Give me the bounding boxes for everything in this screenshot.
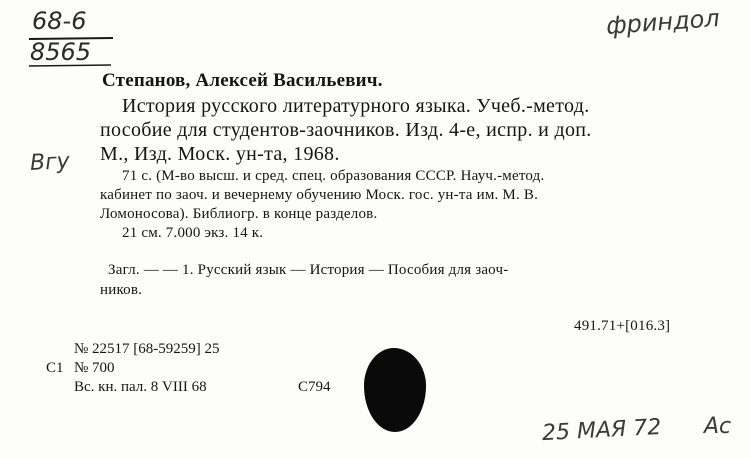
classification-number: 491.71+[016.3] <box>574 318 671 334</box>
stamp-top-right: фриндол <box>605 4 721 40</box>
bottom-corner-note: Ac <box>704 414 732 439</box>
call-number-top: 68-6 <box>32 7 87 35</box>
registry-line-2: № 700 <box>74 360 115 376</box>
margin-note: Вгу <box>29 148 71 177</box>
bottom-date-note: 25 МАЯ 72 <box>541 414 662 447</box>
title-line-2: пособие для студентов-заочников. Изд. 4-е, испр. и доп. <box>100 119 592 141</box>
call-number-box <box>27 9 111 65</box>
description-line-1: 71 с. (М-во высш. и сред. спец. образования СССР. Науч.-метод. <box>122 168 545 184</box>
subject-line-2: ников. <box>100 282 143 298</box>
title-line-1: История русского литературного языка. Учеб.-метод. <box>122 95 590 117</box>
call-number-bottom: 8565 <box>30 38 92 66</box>
description-line-2: кабинет по заоч. и вечернему обучению Моск. гос. ун-та им. М. В. <box>100 187 539 203</box>
description-line-3: Ломоносова). Библиогр. в конце разделов. <box>100 206 378 222</box>
author-heading: Степанов, Алексей Васильевич. <box>102 70 383 91</box>
call-number-underline <box>27 63 115 69</box>
registry-line-3: Вс. кн. пал. 8 VIII 68 <box>74 379 207 395</box>
ink-blot <box>364 348 426 432</box>
registry-code: С794 <box>298 379 331 395</box>
subject-line-1: Загл. — — 1. Русский язык — История — Пособия для заоч- <box>108 262 509 278</box>
registry-left-mark: С1 <box>46 360 64 376</box>
registry-line-1: № 22517 [68-59259] 25 <box>74 341 220 357</box>
format-line: 21 см. 7.000 экз. 14 к. <box>122 225 264 241</box>
title-line-3: М., Изд. Моск. ун-та, 1968. <box>100 143 340 165</box>
